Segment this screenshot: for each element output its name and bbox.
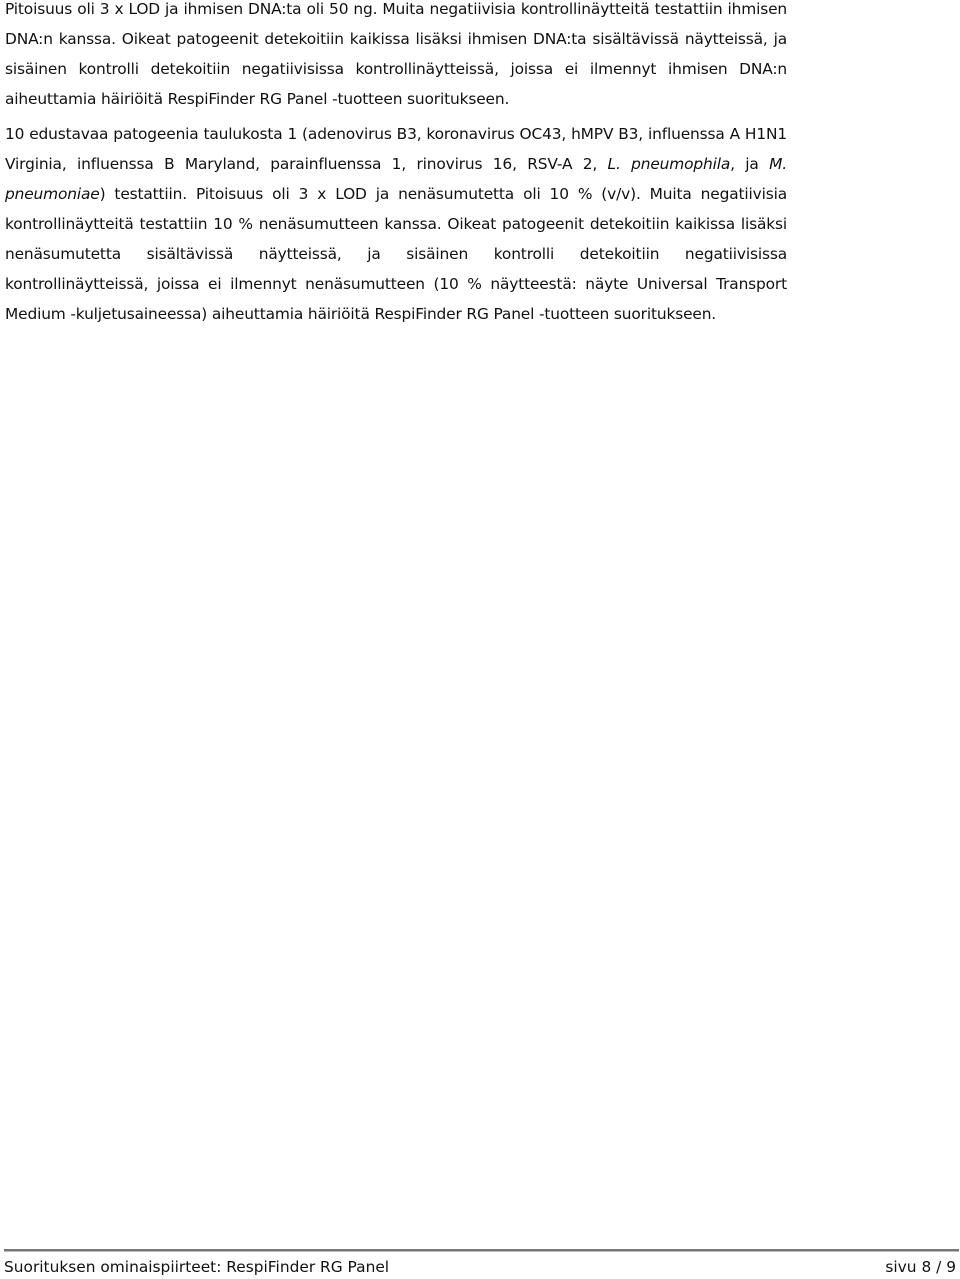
paragraph-text: Pitoisuus oli 3 x LOD ja ihmisen DNA:ta oli 50 ng. Muita negatiivisia kontrollinäytteitä testattiin ihmisen DNA:n kanssa. Oikeat patogeenit detekoitiin kaikissa lisäksi ihmisen DNA:ta sisältävissä näytteissä, ja sisäinen kontrolli detekoitiin negatiivisissa kontrollinäytteissä, joissa ei ilmennyt ihmisen DNA:n aiheuttamia häiriöitä RespiFinder RG Panel -tuotteen suoritukseen. [5,0,787,108]
paragraph-nasal-spray [5,119,787,329]
paragraph-text: ) testattiin. Pitoisuus oli 3 x LOD ja nenäsumutetta oli 10 % (v/v). Muita negatiivisia kontrollinäytteitä testattiin 10 % nenäsumutteen kanssa. Oikeat patogeenit detekoitiin kaikissa lisäksi nenäsumutetta sisältävissä näytteissä, ja sisäinen kontrolli detekoitiin negatiivisissa kontrollinäytteissä, joissa ei ilmennyt nenäsumutteen (10 % näytteestä: näyte Universal Transport Medium -kuljetusaineessa) aiheuttamia häiriöitä RespiFinder RG Panel -tuotteen suoritukseen. [5,185,787,323]
species-name: M. pneumoniae [5,155,787,203]
paragraph-text: , ja [730,155,770,173]
page-number: sivu 8 / 9 [885,1258,956,1276]
paragraph-human-dna [5,0,787,114]
paragraph-text: 10 edustavaa patogeenia taulukosta 1 (adenovirus B3, koronavirus OC43, hMPV B3, influenssa A H1N1 Virginia, influenssa B Maryland, parainfluenssa 1, rinovirus 16, RSV-A 2, [5,125,787,173]
document-body [5,0,787,329]
page-footer [4,1256,956,1278]
footer-title: Suorituksen ominaispiirteet: RespiFinder RG Panel [4,1258,390,1276]
species-name: L. pneumophila [607,155,731,173]
footer-divider [4,1249,959,1252]
